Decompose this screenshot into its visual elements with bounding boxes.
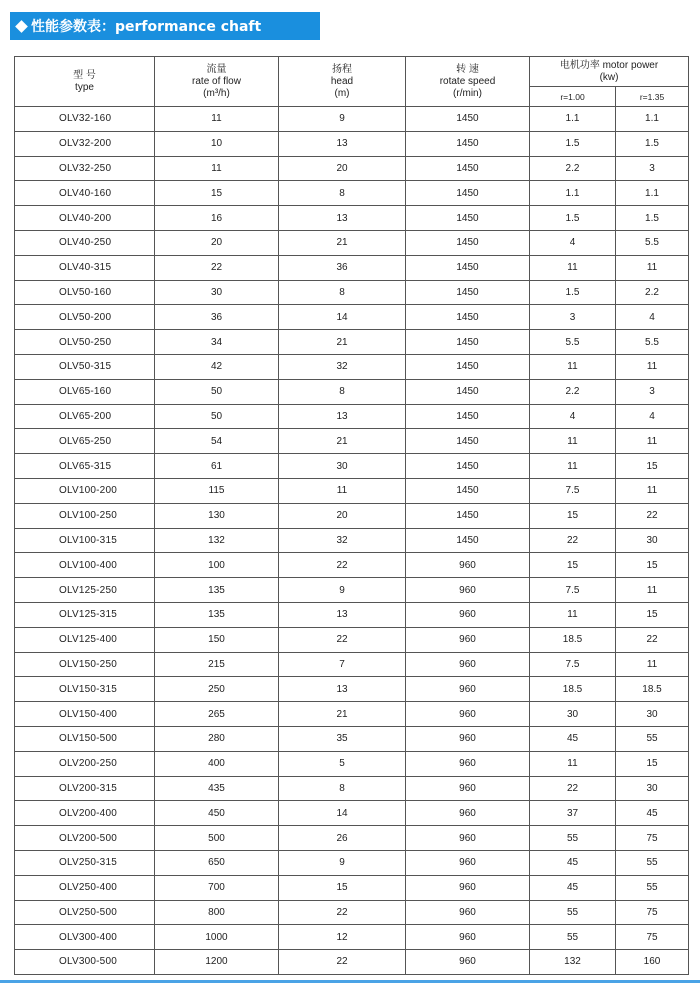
model-cell: OLV65-250 [15,429,155,454]
model-cell: OLV65-160 [15,379,155,404]
flow-cell: 135 [155,578,279,603]
power-r135-cell: 5.5 [616,330,689,355]
head-cell: 26 [279,826,406,851]
power-r100-cell: 1.5 [530,206,616,231]
table-row [15,751,689,776]
table-row [15,280,689,305]
power-r100-cell: 1.1 [530,181,616,206]
power-r135-cell: 18.5 [616,677,689,702]
speed-cell: 1450 [406,181,530,206]
power-r100-cell: 4 [530,230,616,255]
table-row [15,404,689,429]
power-r135-cell: 1.1 [616,181,689,206]
header-speed-unit: (r/min) [453,87,482,99]
model-cell: OLV100-315 [15,528,155,553]
power-r135-cell: 15 [616,602,689,627]
speed-cell: 960 [406,726,530,751]
speed-cell: 960 [406,826,530,851]
power-r100-cell: 1.1 [530,107,616,132]
head-cell: 8 [279,280,406,305]
head-cell: 12 [279,925,406,950]
head-cell: 20 [279,156,406,181]
flow-cell: 400 [155,751,279,776]
flow-cell: 800 [155,900,279,925]
head-cell: 9 [279,107,406,132]
header-head [279,57,406,107]
power-r135-cell: 55 [616,875,689,900]
model-cell: OLV125-315 [15,602,155,627]
model-cell: OLV200-400 [15,801,155,826]
model-cell: OLV150-250 [15,652,155,677]
section-title-bar [10,12,320,40]
power-r100-cell: 2.2 [530,156,616,181]
table-row [15,950,689,975]
model-cell: OLV32-160 [15,107,155,132]
power-r135-cell: 3 [616,379,689,404]
speed-cell: 960 [406,578,530,603]
power-r100-cell: 7.5 [530,652,616,677]
power-r135-cell: 160 [616,950,689,975]
header-flow-cn: 流量 [206,63,227,75]
table-row [15,181,689,206]
power-r100-cell: 11 [530,354,616,379]
power-r135-cell: 30 [616,702,689,727]
flow-cell: 61 [155,454,279,479]
header-flow [155,57,279,107]
flow-cell: 435 [155,776,279,801]
power-r135-cell: 1.5 [616,131,689,156]
table-row [15,801,689,826]
power-r135-cell: 55 [616,850,689,875]
power-r135-cell: 11 [616,578,689,603]
power-r135-cell: 22 [616,503,689,528]
speed-cell: 1450 [406,503,530,528]
table-row [15,578,689,603]
power-r100-cell: 30 [530,702,616,727]
head-cell: 11 [279,478,406,503]
flow-cell: 130 [155,503,279,528]
flow-cell: 34 [155,330,279,355]
flow-cell: 250 [155,677,279,702]
model-cell: OLV200-315 [15,776,155,801]
header-head-en: head [330,75,354,87]
flow-cell: 280 [155,726,279,751]
speed-cell: 1450 [406,354,530,379]
table-row [15,602,689,627]
power-r100-cell: 18.5 [530,677,616,702]
head-cell: 22 [279,553,406,578]
power-r135-cell: 55 [616,726,689,751]
header-speed [406,57,530,107]
table-row [15,429,689,454]
flow-cell: 36 [155,305,279,330]
speed-cell: 960 [406,627,530,652]
head-cell: 21 [279,330,406,355]
flow-cell: 132 [155,528,279,553]
power-r135-cell: 2.2 [616,280,689,305]
power-r100-cell: 45 [530,875,616,900]
speed-cell: 1450 [406,255,530,280]
flow-cell: 11 [155,107,279,132]
head-cell: 21 [279,429,406,454]
flow-cell: 22 [155,255,279,280]
power-r100-cell: 4 [530,404,616,429]
speed-cell: 960 [406,925,530,950]
table-row [15,156,689,181]
flow-cell: 20 [155,230,279,255]
table-body [15,107,689,975]
power-r100-cell: 1.5 [530,131,616,156]
power-r135-cell: 15 [616,454,689,479]
header-type-en: type [75,81,94,93]
head-cell: 35 [279,726,406,751]
model-cell: OLV300-500 [15,950,155,975]
header-speed-cn: 转 速 [456,63,479,75]
flow-cell: 42 [155,354,279,379]
head-cell: 9 [279,578,406,603]
flow-cell: 50 [155,379,279,404]
power-r135-cell: 11 [616,652,689,677]
speed-cell: 960 [406,602,530,627]
table-row [15,925,689,950]
model-cell: OLV125-400 [15,627,155,652]
flow-cell: 700 [155,875,279,900]
power-r100-cell: 5.5 [530,330,616,355]
power-r100-cell: 22 [530,776,616,801]
speed-cell: 1450 [406,206,530,231]
head-cell: 32 [279,354,406,379]
speed-cell: 1450 [406,454,530,479]
power-r135-cell: 4 [616,305,689,330]
flow-cell: 450 [155,801,279,826]
power-r100-cell: 132 [530,950,616,975]
head-cell: 14 [279,305,406,330]
model-cell: OLV65-200 [15,404,155,429]
table-row [15,677,689,702]
power-r100-cell: 37 [530,801,616,826]
speed-cell: 960 [406,652,530,677]
model-cell: OLV40-250 [15,230,155,255]
speed-cell: 1450 [406,330,530,355]
header-speed-en: rotate speed [439,75,496,87]
power-r135-cell: 30 [616,776,689,801]
table-row [15,131,689,156]
model-cell: OLV32-250 [15,156,155,181]
speed-cell: 960 [406,702,530,727]
power-r100-cell: 55 [530,826,616,851]
power-r100-cell: 45 [530,726,616,751]
power-r100-cell: 11 [530,454,616,479]
model-cell: OLV32-200 [15,131,155,156]
model-cell: OLV50-315 [15,354,155,379]
table-row [15,627,689,652]
table-row [15,305,689,330]
head-cell: 8 [279,181,406,206]
speed-cell: 1450 [406,429,530,454]
table-row [15,107,689,132]
power-r135-cell: 4 [616,404,689,429]
power-r135-cell: 75 [616,826,689,851]
speed-cell: 960 [406,751,530,776]
speed-cell: 960 [406,900,530,925]
flow-cell: 30 [155,280,279,305]
speed-cell: 960 [406,950,530,975]
model-cell: OLV150-400 [15,702,155,727]
table-row [15,379,689,404]
power-r100-cell: 22 [530,528,616,553]
speed-cell: 1450 [406,156,530,181]
table-row [15,454,689,479]
speed-cell: 960 [406,553,530,578]
power-r100-cell: 3 [530,305,616,330]
power-r100-cell: 11 [530,751,616,776]
table-row [15,726,689,751]
header-head-unit: (m) [334,87,350,99]
power-r100-cell: 7.5 [530,478,616,503]
head-cell: 13 [279,404,406,429]
model-cell: OLV65-315 [15,454,155,479]
power-r135-cell: 11 [616,478,689,503]
power-r100-cell: 1.5 [530,280,616,305]
power-r100-cell: 11 [530,429,616,454]
power-r135-cell: 1.5 [616,206,689,231]
model-cell: OLV100-200 [15,478,155,503]
model-cell: OLV40-200 [15,206,155,231]
speed-cell: 1450 [406,280,530,305]
table-row [15,478,689,503]
flow-cell: 10 [155,131,279,156]
power-r135-cell: 75 [616,925,689,950]
table-row [15,528,689,553]
power-r135-cell: 30 [616,528,689,553]
power-r135-cell: 15 [616,751,689,776]
power-r100-cell: 55 [530,900,616,925]
speed-cell: 1450 [406,528,530,553]
model-cell: OLV50-160 [15,280,155,305]
speed-cell: 1450 [406,107,530,132]
head-cell: 13 [279,131,406,156]
power-r135-cell: 1.1 [616,107,689,132]
power-r100-cell: 11 [530,602,616,627]
model-cell: OLV125-250 [15,578,155,603]
flow-cell: 50 [155,404,279,429]
flow-cell: 16 [155,206,279,231]
table-row [15,826,689,851]
head-cell: 21 [279,230,406,255]
table-row [15,850,689,875]
flow-cell: 54 [155,429,279,454]
header-power-unit: (kw) [599,71,619,83]
flow-cell: 115 [155,478,279,503]
speed-cell: 1450 [406,305,530,330]
table-row [15,900,689,925]
model-cell: OLV40-160 [15,181,155,206]
model-cell: OLV200-500 [15,826,155,851]
head-cell: 8 [279,379,406,404]
flow-cell: 135 [155,602,279,627]
speed-cell: 960 [406,801,530,826]
model-cell: OLV150-500 [15,726,155,751]
header-power-title: 电机功率 motor power [559,59,659,71]
power-r135-cell: 11 [616,429,689,454]
flow-cell: 11 [155,156,279,181]
table-row [15,354,689,379]
table-row [15,206,689,231]
flow-cell: 500 [155,826,279,851]
head-cell: 15 [279,875,406,900]
diamond-bullet-icon [15,20,28,33]
power-r135-cell: 3 [616,156,689,181]
speed-cell: 1450 [406,131,530,156]
model-cell: OLV100-400 [15,553,155,578]
table-row [15,702,689,727]
model-cell: OLV250-400 [15,875,155,900]
head-cell: 20 [279,503,406,528]
head-cell: 8 [279,776,406,801]
model-cell: OLV150-315 [15,677,155,702]
power-r135-cell: 45 [616,801,689,826]
head-cell: 13 [279,677,406,702]
speed-cell: 960 [406,776,530,801]
power-r100-cell: 18.5 [530,627,616,652]
header-flow-unit: (m³/h) [203,87,230,99]
header-head-cn: 扬程 [332,63,352,75]
table-row [15,503,689,528]
head-cell: 32 [279,528,406,553]
performance-table [14,56,689,975]
power-r135-cell: 11 [616,354,689,379]
power-r100-cell: 2.2 [530,379,616,404]
model-cell: OLV100-250 [15,503,155,528]
header-power-r135: r=1.35 [616,87,689,107]
flow-cell: 1000 [155,925,279,950]
speed-cell: 960 [406,875,530,900]
flow-cell: 265 [155,702,279,727]
head-cell: 22 [279,950,406,975]
model-cell: OLV40-315 [15,255,155,280]
head-cell: 13 [279,602,406,627]
power-r135-cell: 11 [616,255,689,280]
flow-cell: 650 [155,850,279,875]
power-r135-cell: 15 [616,553,689,578]
header-power [530,57,689,87]
table-row [15,553,689,578]
power-r100-cell: 15 [530,553,616,578]
flow-cell: 1200 [155,950,279,975]
power-r135-cell: 22 [616,627,689,652]
head-cell: 21 [279,702,406,727]
table-row [15,330,689,355]
power-r100-cell: 45 [530,850,616,875]
table-row [15,230,689,255]
head-cell: 22 [279,627,406,652]
flow-cell: 15 [155,181,279,206]
head-cell: 22 [279,900,406,925]
flow-cell: 215 [155,652,279,677]
head-cell: 7 [279,652,406,677]
model-cell: OLV50-250 [15,330,155,355]
power-r135-cell: 5.5 [616,230,689,255]
model-cell: OLV200-250 [15,751,155,776]
power-r100-cell: 7.5 [530,578,616,603]
model-cell: OLV250-315 [15,850,155,875]
head-cell: 13 [279,206,406,231]
header-flow-en: rate of flow [192,75,241,87]
head-cell: 36 [279,255,406,280]
speed-cell: 960 [406,850,530,875]
head-cell: 9 [279,850,406,875]
head-cell: 30 [279,454,406,479]
flow-cell: 150 [155,627,279,652]
speed-cell: 1450 [406,478,530,503]
speed-cell: 960 [406,677,530,702]
speed-cell: 1450 [406,404,530,429]
power-r100-cell: 55 [530,925,616,950]
table-row [15,652,689,677]
bottom-divider-line [0,980,700,983]
power-r135-cell: 75 [616,900,689,925]
model-cell: OLV300-400 [15,925,155,950]
table-row [15,255,689,280]
speed-cell: 1450 [406,230,530,255]
flow-cell: 100 [155,553,279,578]
header-power-r100: r=1.00 [530,87,616,107]
table-row [15,776,689,801]
power-r100-cell: 11 [530,255,616,280]
head-cell: 5 [279,751,406,776]
table-row [15,875,689,900]
header-type [15,57,155,107]
model-cell: OLV50-200 [15,305,155,330]
section-title: 性能参数表：performance chaft [31,19,262,35]
power-r100-cell: 15 [530,503,616,528]
header-type-cn: 型 号 [73,69,96,81]
head-cell: 14 [279,801,406,826]
speed-cell: 1450 [406,379,530,404]
model-cell: OLV250-500 [15,900,155,925]
